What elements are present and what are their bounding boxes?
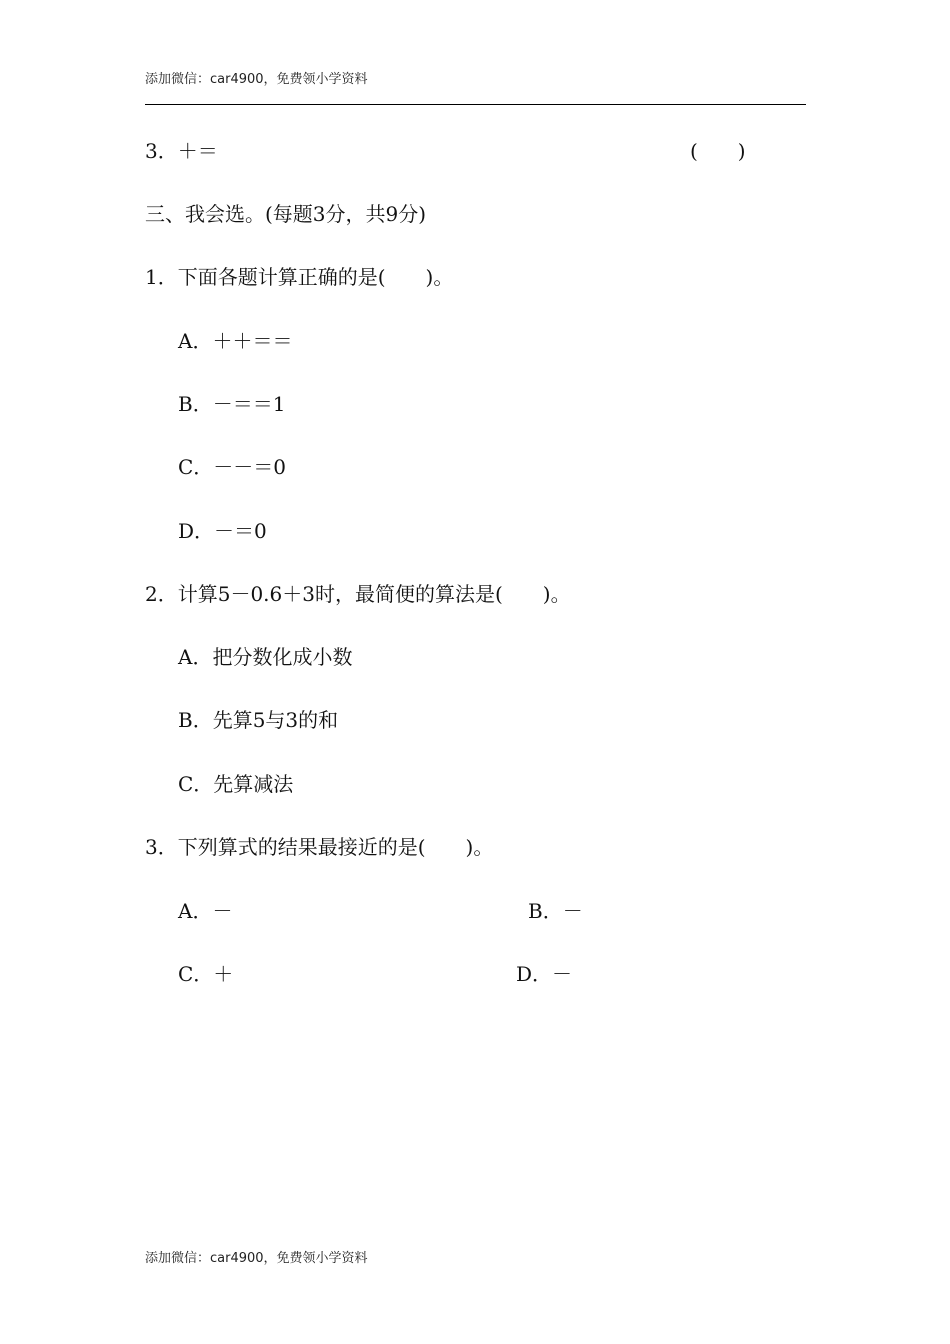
answer-bracket: ( ) (690, 139, 746, 163)
question-1-option-c: C．－－＝0 (178, 455, 287, 479)
question-2-stem: 2．计算5－0.6＋3时，最简便的算法是( )。 (145, 582, 571, 606)
question-3-option-c: C．＋ (178, 962, 234, 986)
question-1-option-b: B．－＝＝1 (178, 392, 286, 416)
question-3-option-b: B．－ (528, 899, 583, 923)
page-footer-text: 添加微信：car4900，免费领小学资料 (145, 1251, 368, 1266)
question-2-option-b: B．先算5与3的和 (178, 708, 339, 732)
question-2-option-c: C．先算减法 (178, 772, 294, 796)
question-1-option-d: D．－＝0 (178, 519, 267, 543)
question-2-option-a: A．把分数化成小数 (178, 645, 353, 669)
page-header-text: 添加微信：car4900，免费领小学资料 (145, 72, 368, 87)
question-3-option-a: A．－ (178, 899, 233, 923)
question-1-option-a: A．＋＋＝＝ (178, 329, 293, 353)
question-3-option-d: D．－ (516, 962, 573, 986)
section-title: 三、我会选。(每题3分，共9分) (145, 202, 427, 226)
question-3-stem: 3．下列算式的结果最接近的是( )。 (145, 835, 494, 859)
question-1-stem: 1．下面各题计算正确的是( )。 (145, 265, 454, 289)
previous-item-3: 3．＋＝ (145, 139, 218, 163)
header-divider (145, 104, 806, 105)
